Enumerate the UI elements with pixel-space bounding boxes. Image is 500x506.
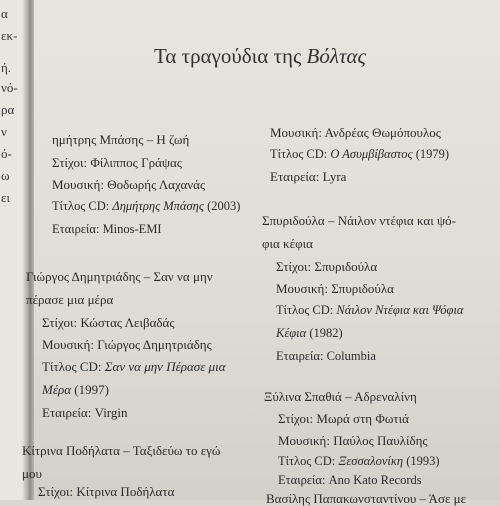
lyrics-credit: Στίχοι: Σπυριδούλα — [276, 259, 378, 274]
left-page-fragment: ν — [1, 124, 7, 139]
left-page-fragment: ει — [1, 190, 10, 205]
left-page-fragment: ή. — [1, 60, 12, 75]
song-title-continued: φια κέφια — [262, 236, 313, 251]
left-page-fragment: ω — [1, 168, 10, 183]
cd-title-line-continued: Κέφια (1982) — [276, 326, 343, 340]
page-title-emphasis: Βόλτας — [306, 44, 367, 68]
left-page-fragment: α — [1, 6, 8, 21]
label-credit: Εταιρεία: Minos-EMI — [52, 222, 162, 236]
cd-title-line: Τίτλος CD: Ο Ασυμβίβαστος (1979) — [270, 147, 450, 161]
cd-title-line: Τίτλος CD: Σαν να μην Πέρασε μια — [42, 359, 226, 374]
song-title: Γιώργος Δημητριάδης – Σαν να μην — [26, 269, 213, 284]
label-credit: Εταιρεία: Ano Kato Records — [278, 473, 422, 487]
music-credit: Μουσική: Σπυριδούλα — [276, 281, 394, 296]
music-credit: Μουσική: Παύλος Παυλίδης — [278, 433, 428, 448]
lyrics-credit: Στίχοι: Φίλιππος Γράψας — [52, 155, 182, 170]
left-column — [22, 0, 264, 500]
song-title-continued: μου — [22, 466, 42, 481]
cd-title-line: Τίτλος CD: Νάιλον Ντέφια και Ψόφια — [276, 303, 464, 317]
page-title-main: Τα τραγούδια της — [154, 44, 307, 68]
song-title: Κίτρινα Ποδήλατα – Ταξιδεύω το εγώ — [22, 443, 221, 458]
left-page-fragment: εκ- — [1, 28, 18, 43]
song-title: Σπυριδούλα – Νάιλον ντέφια και ψό- — [262, 213, 456, 228]
cd-title-line-continued: Μέρα (1997) — [42, 382, 109, 397]
left-page-fragment: ρα — [1, 102, 15, 117]
left-page-fragment: ό- — [1, 146, 12, 161]
cd-title-line: Τίτλος CD: Ξεσσαλονίκη (1993) — [278, 454, 440, 468]
right-column — [260, 0, 500, 506]
cd-title-line: Τίτλος CD: Δημήτρης Μπάσης (2003) — [52, 199, 241, 213]
lyrics-credit: Στίχοι: Μωρά στη Φωτιά — [278, 411, 409, 426]
music-credit: Μουσική: Θοδωρής Λαχανάς — [52, 177, 206, 192]
music-credit: Μουσική: Γιώργος Δημητριάδης — [42, 337, 212, 352]
lyrics-credit: Στίχοι: Κίτρινα Ποδήλατα — [38, 484, 175, 499]
song-title: ημήτρης Μπάσης – Η ζωή — [52, 132, 190, 147]
book-page — [22, 0, 500, 506]
left-page-fragment: νό- — [1, 80, 18, 95]
lyrics-credit: Στίχοι: Κώστας Λειβαδάς — [42, 315, 175, 330]
label-credit: Εταιρεία: Columbia — [276, 349, 376, 363]
label-credit: Εταιρεία: Virgin — [42, 405, 128, 420]
song-title: Ξύλινα Σπαθιά – Αδρεναλίνη — [264, 389, 417, 404]
label-credit: Εταιρεία: Lyra — [270, 169, 347, 184]
music-credit: Μουσική: Ανδρέας Θωμόπουλος — [270, 125, 441, 140]
song-title: Βασίλης Παπακωνσταντίνου – Άσε με — [266, 491, 467, 506]
song-title-continued: πέρασε μια μέρα — [26, 292, 114, 307]
